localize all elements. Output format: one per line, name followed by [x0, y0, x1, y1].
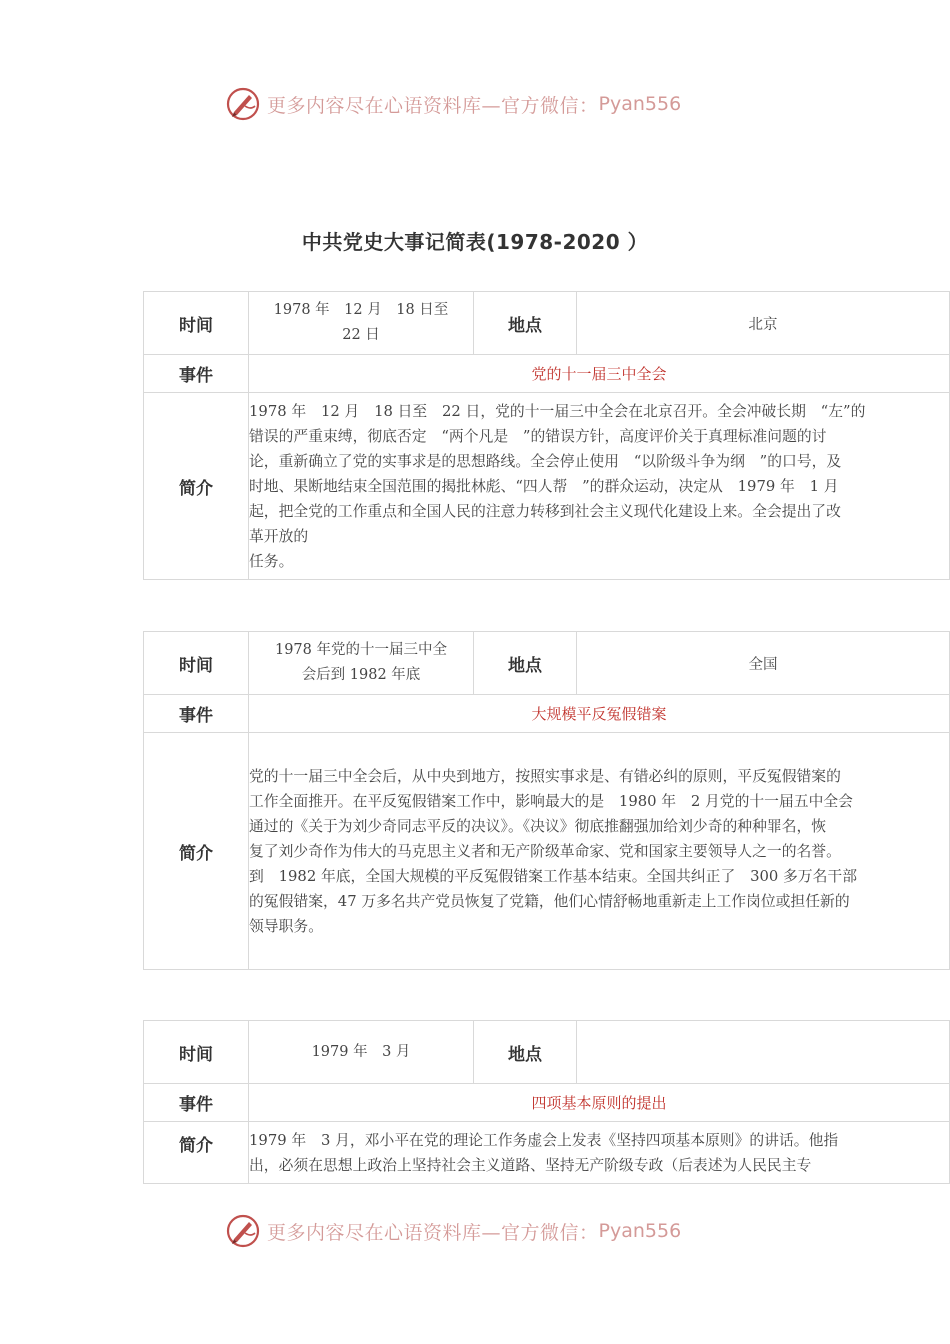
time-value: 1979 年 3 月 — [249, 1021, 474, 1084]
intro-value: 1979 年 3 月，邓小平在党的理论工作务虚会上发表《坚持四项基本原则》的讲话。他指 出，必须在思想上政治上坚持社会主义道路、坚持无产阶级专政（后表述为人民民主专 — [249, 1122, 950, 1184]
watermark-code: Pyan556 — [598, 1220, 682, 1242]
event-label: 事件 — [144, 1084, 249, 1122]
intro-value: 党的十一届三中全会后，从中央到地方，按照实事求是、有错必纠的原则，平反冤假错案的 工作全面推开。在平反冤假错案工作中，影响最大的是 1980 年 2 月党的十一届五中全会 通过的《关于为刘少奇同志平反的决议》。《决议》彻底推翻强加给刘少奇的种种罪名，恢 复了刘少奇作为伟大的马克思主义者和无产阶级革命家、党和国家主要领导人之一的名誉。 到 1982 年底，全国大规模的平反冤假错案工作基本结束。全国共纠正了 300 多万名干部 的冤假错案，47 万多名共产党员恢复了党籍，他们心情舒畅地重新走上工作岗位或担任新的 领导职务。 — [249, 733, 950, 970]
place-value: 北京 — [577, 292, 950, 355]
place-value: 全国 — [577, 632, 950, 695]
event-value: 四项基本原则的提出 — [249, 1084, 950, 1122]
watermark-code: Pyan556 — [598, 93, 682, 115]
intro-label: 简介 — [144, 1122, 249, 1184]
intro-value: 1978 年 12 月 18 日至 22 日，党的十一届三中全会在北京召开。全会冲破长期 “左”的 错误的严重束缚，彻底否定 “两个凡是 ”的错误方针，高度评价关于真理标准问题的讨 论，重新确立了党的实事求是的思想路线。全会停止使用 “以阶级斗争为纲 ”的口号，及 时地、果断地结束全国范围的揭批林彪、“四人帮 ”的群众运动，决定从 1979 年 1 月 起，把全党的工作重点和全国人民的注意力转移到社会主义现代化建设上来。全会提出了改 革开放的 任务。 — [249, 393, 950, 580]
record-table-3 — [143, 1020, 950, 1184]
event-value: 大规模平反冤假错案 — [249, 695, 950, 733]
event-label: 事件 — [144, 695, 249, 733]
pen-logo-icon — [225, 86, 261, 122]
watermark-bottom — [225, 1211, 725, 1251]
document-title: 中共党史大事记简表(1978-2020 ） — [301, 230, 649, 254]
time-label: 时间 — [144, 292, 249, 355]
intro-label: 简介 — [144, 393, 249, 580]
place-label: 地点 — [474, 1021, 577, 1084]
intro-label: 简介 — [144, 733, 249, 970]
place-value — [577, 1021, 950, 1084]
place-label: 地点 — [474, 292, 577, 355]
pen-logo-icon — [225, 1213, 261, 1249]
watermark-text: 更多内容尽在心语资料库—官方微信： — [267, 1221, 599, 1244]
event-value: 党的十一届三中全会 — [249, 355, 950, 393]
time-value: 1978 年党的十一届三中全 会后到 1982 年底 — [249, 632, 474, 695]
time-label: 时间 — [144, 632, 249, 695]
watermark-text: 更多内容尽在心语资料库—官方微信： — [267, 94, 599, 117]
record-table-2 — [143, 631, 950, 970]
place-label: 地点 — [474, 632, 577, 695]
event-label: 事件 — [144, 355, 249, 393]
time-value: 1978 年 12 月 18 日至 22 日 — [249, 292, 474, 355]
record-table-1 — [143, 291, 950, 580]
watermark-top — [225, 84, 725, 124]
time-label: 时间 — [144, 1021, 249, 1084]
